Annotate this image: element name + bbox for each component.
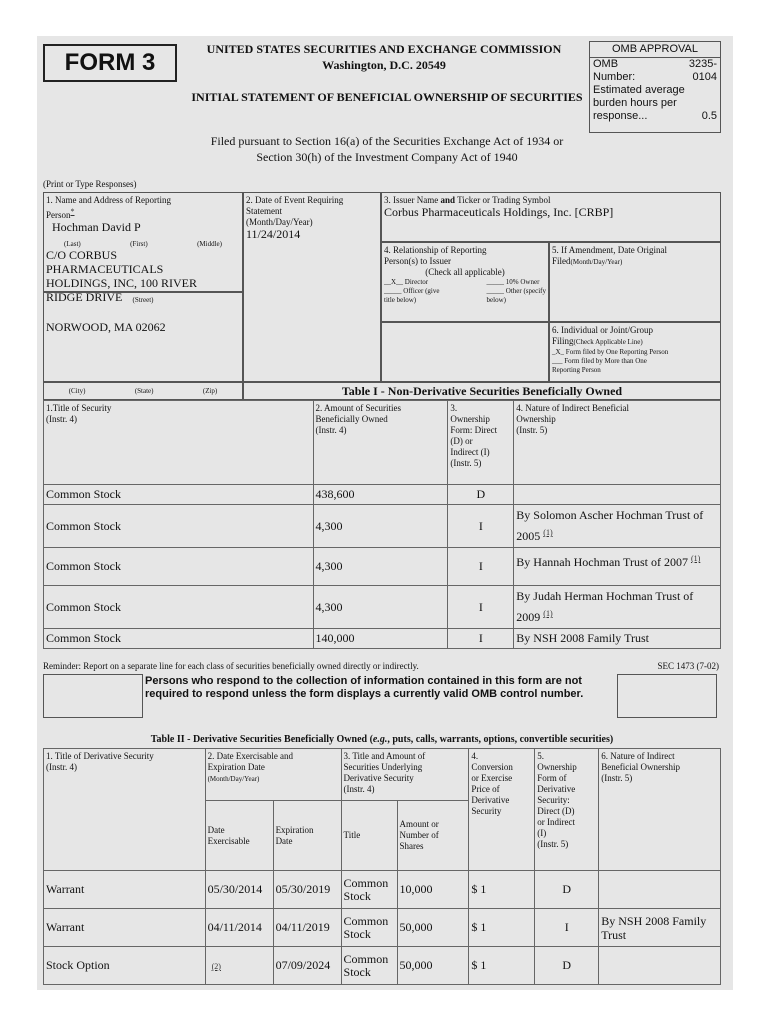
filed-pursuant-2: Section 30(h) of the Investment Company Act of 1940 <box>256 150 518 164</box>
filing-type-box: 6. Individual or Joint/Group Filing(Check Applicable Line) _X_ Form filed by One Reporting Person ___ Form filed by More than One Reporting Person <box>549 322 721 382</box>
ownership-nature: By NSH 2008 Family Trust <box>514 629 721 649</box>
filing-type-label: 6. Individual or Joint/Group Filing(Check Applicable Line) <box>552 325 653 346</box>
omb-label-part: OMB <box>593 58 619 70</box>
ownership-form: I <box>448 586 514 629</box>
relationship-blank <box>381 322 549 382</box>
ownership-nature <box>599 871 721 909</box>
table1-header-amount: 2. Amount of Securities Beneficially Owned (Instr. 4) <box>313 401 448 485</box>
more-persons-option: ___ Form filed by More than One <box>552 357 647 365</box>
expiration-date: 04/11/2019 <box>273 909 341 947</box>
ownership-form: D <box>535 871 599 909</box>
table2-header-form: 5. Ownership Form of Derivative Security: Direct (D) or Indirect (I) (Instr. 5) <box>535 749 599 871</box>
table1-header-row <box>44 401 721 485</box>
security-amount: 4,300 <box>313 586 448 629</box>
table2-header-amount: Amount or Number of Shares <box>397 801 469 871</box>
ownership-form: I <box>448 548 514 586</box>
ownership-form: I <box>448 505 514 548</box>
ownership-form: D <box>535 947 599 985</box>
agency-location: Washington, D.C. 20549 <box>322 58 446 72</box>
ownership-nature: By Hannah Hochman Trust of 2007 $^{(1)}$ <box>514 548 721 586</box>
table-row <box>44 548 721 586</box>
amendment-box <box>549 242 721 322</box>
footnote-link[interactable]: (1) <box>690 554 701 563</box>
city-state-zip-labels: (City) (State) (Zip) <box>43 382 243 400</box>
table2-header-underlying: 3. Title and Amount of Securities Underlying Derivative Security (Instr. 4) <box>341 749 469 801</box>
ownership-form: I <box>535 909 599 947</box>
exercise-price: $ 1 <box>469 871 535 909</box>
reminder-left-box <box>43 674 143 718</box>
issuer-box <box>381 192 721 242</box>
security-title: Common Stock <box>44 586 314 629</box>
event-date-label: 2. Date of Event Requiring Statement (Month/Day/Year) <box>246 195 344 227</box>
table2 <box>43 748 721 985</box>
expiration-date: 07/09/2024 <box>273 947 341 985</box>
event-date-box <box>243 192 381 382</box>
date-exercisable: 05/30/2014 <box>205 871 273 909</box>
table1-title: Table I - Non-Derivative Securities Beneficially Owned <box>243 382 721 400</box>
omb-number-label: Number: <box>593 71 636 83</box>
underlying-title: Common Stock <box>341 871 397 909</box>
table1-header-nature: 4. Nature of Indirect Beneficial Ownership (Instr. 5) <box>514 401 721 485</box>
omb-burden-label: Estimated average burden hours per response... <box>593 84 685 122</box>
name-parts-labels: (Last) (First) (Middle) <box>64 240 222 248</box>
expiration-date: 05/30/2019 <box>273 871 341 909</box>
relationship-options: __X__ Director _____ Officer (give title below) _____ 10% Owner _____ Other (specify below) <box>384 278 546 304</box>
underlying-amount: 50,000 <box>397 909 469 947</box>
city-state-box <box>43 292 243 382</box>
omb-burden-value: 0.5 <box>701 110 717 122</box>
footnote-link[interactable]: (1) <box>543 528 553 537</box>
omb-number-2: 0104 <box>692 71 717 83</box>
footnote-link[interactable]: (1) <box>543 609 553 618</box>
relationship-label: 4. Relationship of Reporting Person(s) to Issuer (Check all applicable) <box>384 245 505 277</box>
form-3-page <box>37 36 733 990</box>
table1-header-title: 1.Title of Security (Instr. 4) <box>44 401 314 485</box>
underlying-amount: 50,000 <box>397 947 469 985</box>
underlying-title: Common Stock <box>341 947 397 985</box>
ownership-nature: By Solomon Ascher Hochman Trust of 2005 $^{(1)}$ <box>514 505 721 548</box>
form-label: FORM 3 <box>43 44 177 82</box>
security-amount: 4,300 <box>313 505 448 548</box>
table2-header-nature: 6. Nature of Indirect Beneficial Ownership (Instr. 5) <box>599 749 721 871</box>
reporting-person-name: Hochman David P <box>52 220 141 234</box>
other-option: _____ Other (specify <box>486 287 546 295</box>
table-row <box>44 947 721 985</box>
date-exercisable: 04/11/2014 <box>205 909 273 947</box>
filed-pursuant-1: Filed pursuant to Section 16(a) of the Securities Exchange Act of 1934 or <box>210 134 564 148</box>
security-title: Common Stock <box>44 485 314 505</box>
security-amount: 140,000 <box>313 629 448 649</box>
exercise-price: $ 1 <box>469 909 535 947</box>
ownership-nature <box>599 947 721 985</box>
table2-header-sec-title: Title <box>341 801 397 871</box>
table2-header-expiration: Expiration Date <box>273 801 341 871</box>
table-row <box>44 909 721 947</box>
security-title: Common Stock <box>44 505 314 548</box>
reminder-text: Reminder: Report on a separate line for each class of securities beneficially owned directly or indirectly. <box>43 661 419 671</box>
reporting-person-label: 1. Name and Address of Reporting Person* <box>46 195 171 220</box>
amendment-label: 5. If Amendment, Date Original Filed(Month/Day/Year) <box>552 245 667 266</box>
table2-title: Table II - Derivative Securities Beneficially Owned (e.g., puts, calls, warrants, options, convertible securities) <box>150 734 614 745</box>
issuer-value: Corbus Pharmaceuticals Holdings, Inc. [CRBP] <box>384 205 614 219</box>
print-note: (Print or Type Responses) <box>43 179 137 189</box>
street-label: (Street) <box>132 296 154 304</box>
table1-header-form: 3. Ownership Form: Direct (D) or Indirect (I) (Instr. 5) <box>448 401 514 485</box>
table2-header-date-exercisable: Date Exercisable <box>205 801 273 871</box>
one-person-option: _X_ Form filed by One Reporting Person <box>552 348 669 356</box>
security-title: Common Stock <box>44 629 314 649</box>
form-title: INITIAL STATEMENT OF BENEFICIAL OWNERSHIP OF SECURITIES <box>191 90 583 104</box>
omb-title: OMB APPROVAL <box>590 42 720 58</box>
table-row <box>44 586 721 629</box>
table2-header-dates: 2. Date Exercisable and Expiration Date (Month/Day/Year) <box>205 749 341 801</box>
derivative-title: Warrant <box>44 909 206 947</box>
reminder-right-box <box>617 674 717 718</box>
ten-percent-option: _____ 10% Owner <box>486 278 540 286</box>
security-title: Common Stock <box>44 548 314 586</box>
reporting-person-address: C/O CORBUS PHARMACEUTICALS HOLDINGS, INC, 100 RIVER RIDGE DRIVE <box>46 248 197 304</box>
security-amount: 4,300 <box>313 548 448 586</box>
ownership-form: D <box>448 485 514 505</box>
officer-option: _____ Officer (give <box>384 287 440 295</box>
footnote-link[interactable]: (2) <box>211 962 221 971</box>
table2-header-title: 1. Title of Derivative Security (Instr. 4) <box>44 749 206 871</box>
table-row <box>44 485 721 505</box>
ownership-nature <box>514 485 721 505</box>
relationship-box <box>381 242 549 322</box>
derivative-title: Stock Option <box>44 947 206 985</box>
ownership-nature: By NSH 2008 Family Trust <box>599 909 721 947</box>
underlying-amount: 10,000 <box>397 871 469 909</box>
ownership-form: I <box>448 629 514 649</box>
omb-number-1: 3235- <box>688 58 717 70</box>
table-row <box>44 505 721 548</box>
ownership-nature: By Judah Herman Hochman Trust of 2009 $^{(1)}$ <box>514 586 721 629</box>
table-row <box>44 871 721 909</box>
table1 <box>43 400 721 649</box>
table2-header-row <box>44 749 721 801</box>
sec-number: SEC 1473 (7-02) <box>657 661 719 671</box>
issuer-label: 3. Issuer Name and Ticker or Trading Symbol <box>384 195 551 205</box>
security-amount: 438,600 <box>313 485 448 505</box>
date-exercisable <box>205 947 273 985</box>
city-state-value: NORWOOD, MA 02062 <box>46 320 166 334</box>
director-option: __X__ Director <box>384 278 429 286</box>
underlying-title: Common Stock <box>341 909 397 947</box>
event-date-value: 11/24/2014 <box>246 227 301 241</box>
table-row <box>44 629 721 649</box>
persons-notice: Persons who respond to the collection of information contained in this form are not required to respond unless the form displays a currently valid OMB control number. <box>145 675 584 700</box>
agency-name: UNITED STATES SECURITIES AND EXCHANGE COMMISSION <box>206 42 562 56</box>
table2-header-price: 4. Conversion or Exercise Price of Derivative Security <box>469 749 535 871</box>
derivative-title: Warrant <box>44 871 206 909</box>
omb-approval-box <box>589 41 721 133</box>
exercise-price: $ 1 <box>469 947 535 985</box>
